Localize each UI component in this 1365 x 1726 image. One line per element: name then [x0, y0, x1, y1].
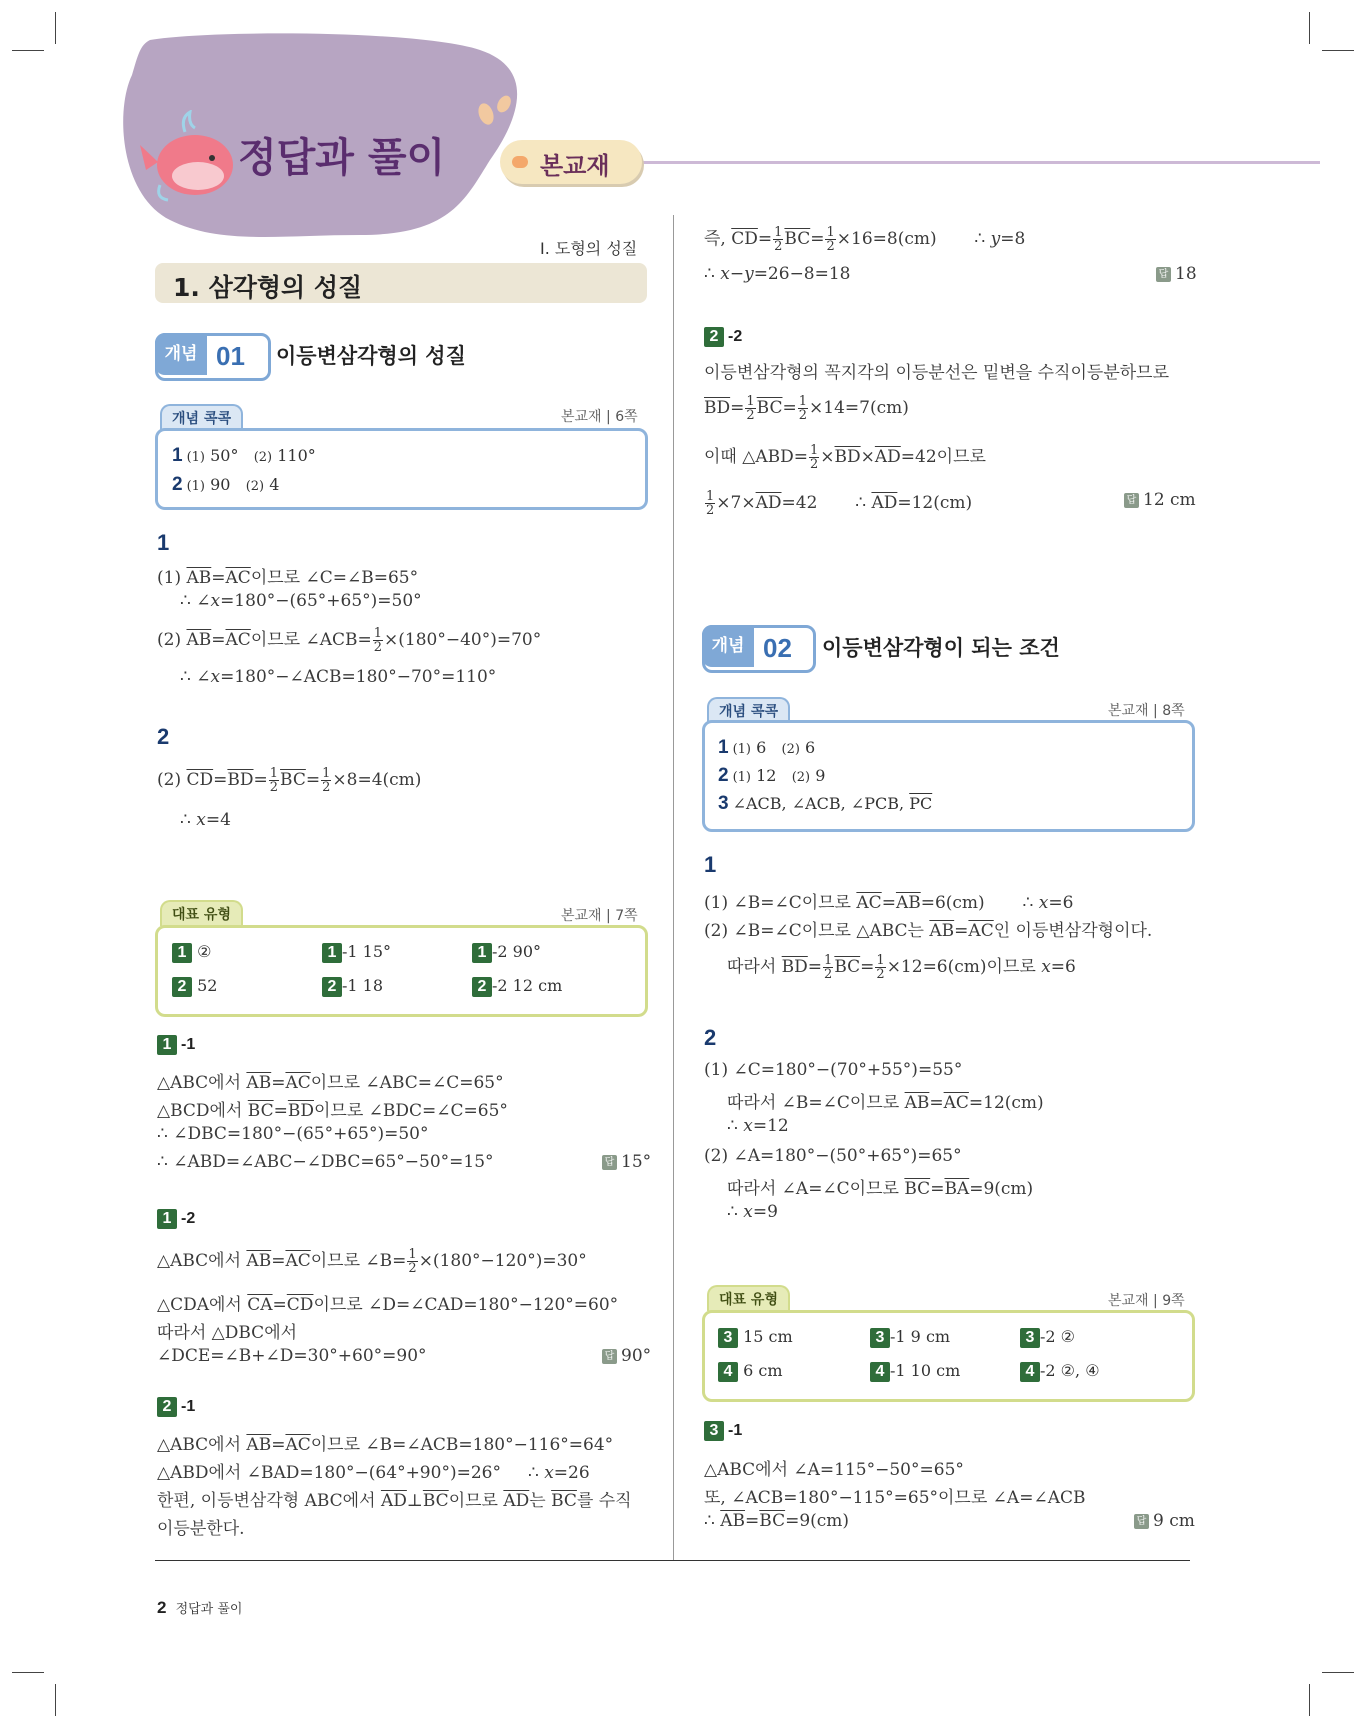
column-divider [673, 215, 674, 1560]
chapter-bar [155, 263, 647, 303]
crop-mark [55, 12, 56, 44]
page-number: 2 [157, 1598, 167, 1617]
check-line: 1 (1) 50° (2) 110° [172, 445, 316, 466]
rep-item-text: -1 9 cm [890, 1327, 951, 1346]
rep-item: 4 -1 10 cm [870, 1361, 960, 1382]
rep-tab: 대표 유형 [160, 900, 243, 926]
footer-rule [155, 1560, 1190, 1561]
final-answer: 답 90° [602, 1346, 651, 1366]
solution-line: 따라서 ∠B=∠C이므로 $\overline{AB}=\overline{AC}=12(cm)$ [727, 1093, 1044, 1113]
problem-label: 1 -2 [157, 1208, 195, 1229]
section-label: I. 도형의 성질 [540, 239, 638, 258]
rep-item: 3 -1 9 cm [870, 1327, 950, 1348]
check-line: 3 ∠ACB, ∠ACB, ∠PCB, $\overline{PC}$ [718, 793, 933, 814]
rep-item-text: -2 ② [1040, 1327, 1076, 1346]
tag-dot-icon [512, 156, 528, 168]
rep-item-text: -2 90° [492, 942, 542, 961]
question-number: 2 [704, 1025, 717, 1050]
check-line: 2 (1) 90 (2) 4 [172, 474, 280, 495]
textbook-tag [500, 140, 642, 184]
check-box [155, 428, 648, 510]
solution-line: $\frac{1}{2}$ $\times 7\times\overline{AD}=42$ ∴ $\overline{AD}=12(cm)$ [706, 489, 973, 518]
rep-item: 1 ② [172, 942, 211, 963]
final-answer: 답 15° [602, 1152, 651, 1172]
rep-item: 1 -1 15° [322, 942, 391, 963]
check-tab: 개념 콕콕 [160, 404, 243, 430]
check-line: 2 (1) 12 (2) 9 [718, 765, 826, 786]
footer [157, 1598, 243, 1618]
page-ref: 본교재 | 8쪽 [1108, 703, 1185, 719]
solution-line: $\overline{BD}=$ $\frac{1}{2}$ $\overline{BC}=$ $\frac{1}{2}$ ×14=7(cm) [704, 394, 909, 423]
final-answer: 답 12 cm [1124, 490, 1196, 510]
solution-line: ∴ x−y=26−8=18 [704, 264, 851, 284]
rep-box [155, 925, 648, 1017]
check-line: 1 (1) 6 (2) 6 [718, 737, 816, 758]
crop-mark [1322, 1672, 1354, 1673]
concept-title: 이등변삼각형의 성질 [276, 344, 466, 368]
rep-item-text: 15 cm [743, 1327, 793, 1346]
concept-badge [155, 333, 271, 381]
solution-line: 한편, 이등변삼각형 ABC에서 $\overline{AD}\perp\overline{BC}$이므로 $\overline{AD}$는 $\overline{BC}$를 수직 [157, 1491, 632, 1511]
page-title: 정답과 풀이 [238, 135, 446, 181]
rep-item: 2 52 [172, 976, 217, 997]
solution-line: ∴ x=4 [180, 810, 231, 830]
solution-line: (1) ∠B=∠C이므로 $\overline{AC}=\overline{AB}=6(cm)$ ∴ x=6 [704, 893, 1074, 913]
solution-line: (2) ∠A=180°−(50°+65°)=65° [704, 1146, 962, 1166]
rep-item-text: -2 12 cm [492, 976, 563, 995]
solution-line: ∴ x=9 [727, 1202, 778, 1222]
solution-line: △ABC에서 ∠A=115°−50°=65° [704, 1460, 964, 1480]
tag-label: 본교재 [540, 152, 610, 180]
rep-item-text: ② [197, 942, 212, 961]
leaf-icon [472, 86, 522, 131]
solution-line: △ABC에서 $\overline{AB}=\overline{AC}$이므로 ∠B= $\frac{1}{2}$ ×(180°−120°)=30° [157, 1247, 587, 1276]
solution-line: ∴ x=12 [727, 1116, 789, 1136]
crop-mark [12, 50, 44, 51]
crop-mark [55, 1684, 56, 1716]
solution-line: △CDA에서 $\overline{CA}=\overline{CD}$이므로 ∠D=∠CAD=180°−120°=60° [157, 1295, 619, 1315]
rep-item: 2 -1 18 [322, 976, 383, 997]
concept-badge-num: 02 [763, 633, 792, 663]
crop-mark [1309, 1684, 1310, 1716]
rep-item-text: 6 cm [743, 1361, 783, 1380]
rep-item: 3 -2 ② [1020, 1327, 1075, 1348]
answer-icon: 답 [602, 1349, 617, 1364]
page-ref: 본교재 | 9쪽 [1108, 1293, 1185, 1309]
rep-item: 4 -2 ②, ④ [1020, 1361, 1100, 1382]
final-answer: 답 18 [1156, 264, 1197, 284]
page-ref: 본교재 | 7쪽 [561, 908, 638, 924]
solution-line: 이등변삼각형의 꼭지각의 이등분선은 밑변을 수직이등분하므로 [704, 363, 1170, 383]
page-ref: 본교재 | 6쪽 [561, 409, 638, 425]
concept-badge-num: 01 [216, 341, 245, 371]
question-number: 2 [157, 724, 170, 749]
solution-line: 또, ∠ACB=180°−115°=65°이므로 ∠A=∠ACB [704, 1488, 1086, 1508]
rep-item-text: -2 ②, ④ [1040, 1361, 1100, 1380]
rep-item: 4 6 cm [718, 1361, 783, 1382]
concept-badge [702, 625, 816, 673]
rep-item-text: -1 10 cm [890, 1361, 961, 1380]
crop-mark [1322, 50, 1354, 51]
rep-item-text: -1 15° [342, 942, 392, 961]
problem-label: 3 -1 [704, 1420, 742, 1441]
solution-line: (2) $\overline{CD}=\overline{BD}=$ $\frac{1}{2}$ $\overline{BC}=$ $\frac{1}{2}$ ×8=4(cm) [157, 766, 422, 795]
concept-badge-word: 개념 [702, 625, 754, 667]
solution-line: ∴ ∠x=180°−(65°+65°)=50° [180, 591, 422, 611]
solution-line: ∴ ∠DBC=180°−(65°+65°)=50° [157, 1124, 429, 1144]
check-tab: 개념 콕콕 [707, 697, 790, 723]
question-number: 1 [704, 852, 717, 877]
solution-line: (1) ∠C=180°−(70°+55°)=55° [704, 1060, 963, 1080]
solution-line: 이때 △ABD= $\frac{1}{2}$ $\times\overline{BD}\times\overline{AD}=42$이므로 [704, 443, 986, 472]
solution-line: △BCD에서 $\overline{BC}=\overline{BD}$이므로 ∠BDC=∠C=65° [157, 1101, 508, 1121]
concept-title: 이등변삼각형이 되는 조건 [822, 636, 1060, 660]
solution-line: ∴ ∠ABD=∠ABC−∠DBC=65°−50°=15° [157, 1152, 494, 1172]
solution-line: (2) ∠B=∠C이므로 △ABC는 $\overline{AB}=\overline{AC}$인 이등변삼각형이다. [704, 921, 1153, 941]
rep-item: 3 15 cm [718, 1327, 793, 1348]
concept-badge-word: 개념 [155, 333, 207, 375]
solution-line: ∠DCE=∠B+∠D=30°+60°=90° [157, 1346, 427, 1366]
problem-label: 2 -2 [704, 326, 742, 347]
rep-item-text: -1 18 [342, 976, 384, 995]
rep-box [702, 1310, 1195, 1402]
final-answer: 답 9 cm [1134, 1511, 1195, 1531]
solution-line: △ABD에서 ∠BAD=180°−(64°+90°)=26° ∴ x=26 [157, 1463, 590, 1483]
problem-label: 2 -1 [157, 1396, 195, 1417]
rep-tab: 대표 유형 [707, 1285, 790, 1311]
rep-item: 1 -2 90° [472, 942, 541, 963]
answer-icon: 답 [1124, 493, 1139, 508]
solution-line: (2) $\overline{AB}=\overline{AC}$이므로 ∠ACB= $\frac{1}{2}$ ×(180°−40°)=70° [157, 626, 542, 655]
crop-mark [1309, 12, 1310, 44]
header-rule [640, 161, 1320, 164]
solution-line: (1) $\overline{AB}=\overline{AC}$이므로 ∠C=∠B=65° [157, 568, 419, 588]
problem-label: 1 -1 [157, 1034, 195, 1055]
whale-icon [140, 110, 240, 205]
rep-item-text: 52 [197, 976, 218, 995]
solution-line: 따라서 ∠A=∠C이므로 $\overline{BC}=\overline{BA}=9(cm)$ [727, 1179, 1034, 1199]
solution-line: 이등분한다. [157, 1519, 245, 1539]
crop-mark [12, 1672, 44, 1673]
answer-icon: 답 [1156, 267, 1171, 282]
solution-line: △ABC에서 $\overline{AB}=\overline{AC}$이므로 ∠B=∠ACB=180°−116°=64° [157, 1435, 614, 1455]
answer-icon: 답 [602, 1155, 617, 1170]
answer-icon: 답 [1134, 1514, 1149, 1529]
solution-line: ∴ ∠x=180°−∠ACB=180°−70°=110° [180, 667, 497, 687]
chapter-title: 1. 삼각형의 성질 [173, 273, 363, 302]
page-label: 정답과 풀이 [175, 1602, 243, 1617]
question-number: 1 [157, 530, 170, 555]
solution-line: 즉, $\overline{CD}=$ $\frac{1}{2}$ $\overline{BC}=$ $\frac{1}{2}$ ×16=8(cm) ∴ y=8 [704, 225, 1026, 254]
solution-line: 따라서 $\overline{BD}=$ $\frac{1}{2}$ $\overline{BC}=$ $\frac{1}{2}$ ×12=6(cm)이므로 x=6 [727, 953, 1076, 982]
solution-line: 따라서 △DBC에서 [157, 1323, 298, 1343]
solution-line: ∴ $\overline{AB}=\overline{BC}=9(cm)$ [704, 1511, 850, 1531]
solution-line: △ABC에서 $\overline{AB}=\overline{AC}$이므로 ∠ABC=∠C=65° [157, 1073, 504, 1093]
rep-item: 2 -2 12 cm [472, 976, 562, 997]
